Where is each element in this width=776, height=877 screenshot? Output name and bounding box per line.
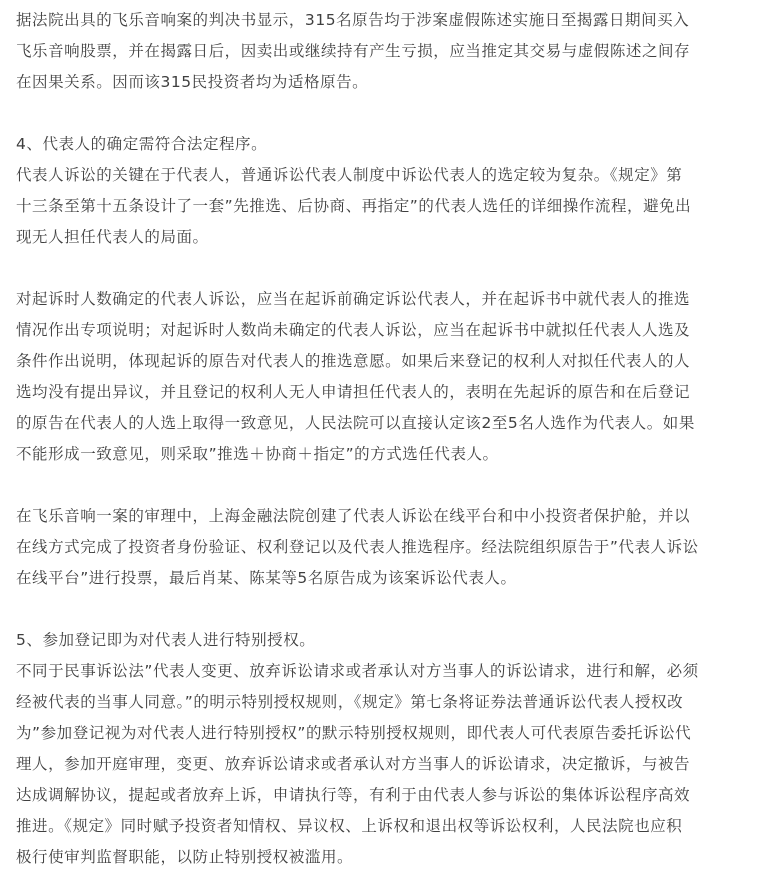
paragraph-line: 的原告在代表人的人选上取得一致意见，人民法院可以直接认定该2至5名人选作为代表人。如果 — [16, 414, 695, 432]
paragraph-line: 现无人担任代表人的局面。 — [16, 228, 209, 246]
paragraph-line: 条件作出说明，体现起诉的原告对代表人的推选意愿。如果后来登记的权利人对拟任代表人的人 — [16, 352, 691, 370]
paragraph-line: 经被代表的当事人同意。”的明示特别授权规则，《规定》第七条将证券法普通诉讼代表人授权改 — [16, 693, 684, 711]
paragraph-line: 代表人诉讼的关键在于代表人，普通诉讼代表人制度中诉讼代表人的选定较为复杂。《规定》第 — [16, 166, 683, 184]
paragraph-line: 飞乐音响股票，并在揭露日后，因卖出或继续持有产生亏损，应当推定其交易与虚假陈述之间存 — [16, 42, 691, 60]
section-heading: 5、参加登记即为对代表人进行特别授权。 — [16, 631, 316, 649]
paragraph-line: 不同于民事诉讼法”代表人变更、放弃诉讼请求或者承认对方当事人的诉讼请求，进行和解，必须 — [16, 662, 699, 680]
paragraph-line: 达成调解协议，提起或者放弃上诉，申请执行等，有利于由代表人参与诉讼的集体诉讼程序高效 — [16, 786, 691, 804]
paragraph-line: 在线方式完成了投资者身份验证、权利登记以及代表人推选程序。经法院组织原告于”代表人诉讼 — [16, 538, 699, 556]
paragraph-line: 在线平台”进行投票，最后肖某、陈某等5名原告成为该案诉讼代表人。 — [16, 569, 517, 587]
section-heading: 4、代表人的确定需符合法定程序。 — [16, 135, 268, 153]
paragraph-line: 在飞乐音响一案的审理中，上海金融法院创建了代表人诉讼在线平台和中小投资者保护舱，并以 — [16, 507, 691, 525]
paragraph-line: 为”参加登记视为对代表人进行特别授权”的默示特别授权规则，即代表人可代表原告委托诉讼代 — [16, 724, 692, 742]
paragraph-line: 理人，参加开庭审理，变更、放弃诉讼请求或者承认对方当事人的诉讼请求，决定撤诉，与被告 — [16, 755, 691, 773]
paragraph-line: 据法院出具的飞乐音响案的判决书显示，315名原告均于涉案虚假陈述实施日至揭露日期间买入 — [16, 11, 690, 29]
paragraph-line: 情况作出专项说明；对起诉时人数尚未确定的代表人诉讼，应当在起诉书中就拟任代表人人选及 — [16, 321, 691, 339]
paragraph-line: 十三条至第十五条设计了一套”先推选、后协商、再指定”的代表人选任的详细操作流程，避免出 — [16, 197, 692, 215]
paragraph-line: 在因果关系。因而该315民投资者均为适格原告。 — [16, 73, 369, 91]
paragraph-line: 不能形成一致意见，则采取”推选＋协商＋指定”的方式选任代表人。 — [16, 445, 499, 463]
paragraph-line: 选均没有提出异议，并且登记的权利人无人申请担任代表人的，表明在先起诉的原告和在后登记 — [16, 383, 691, 401]
paragraph-line: 极行使审判监督职能，以防止特别授权被滥用。 — [16, 848, 354, 866]
paragraph-line: 推进。《规定》同时赋予投资者知情权、异议权、上诉权和退出权等诉讼权利，人民法院也应积 — [16, 817, 683, 835]
paragraph-line: 对起诉时人数确定的代表人诉讼，应当在起诉前确定诉讼代表人，并在起诉书中就代表人的推选 — [16, 290, 691, 308]
